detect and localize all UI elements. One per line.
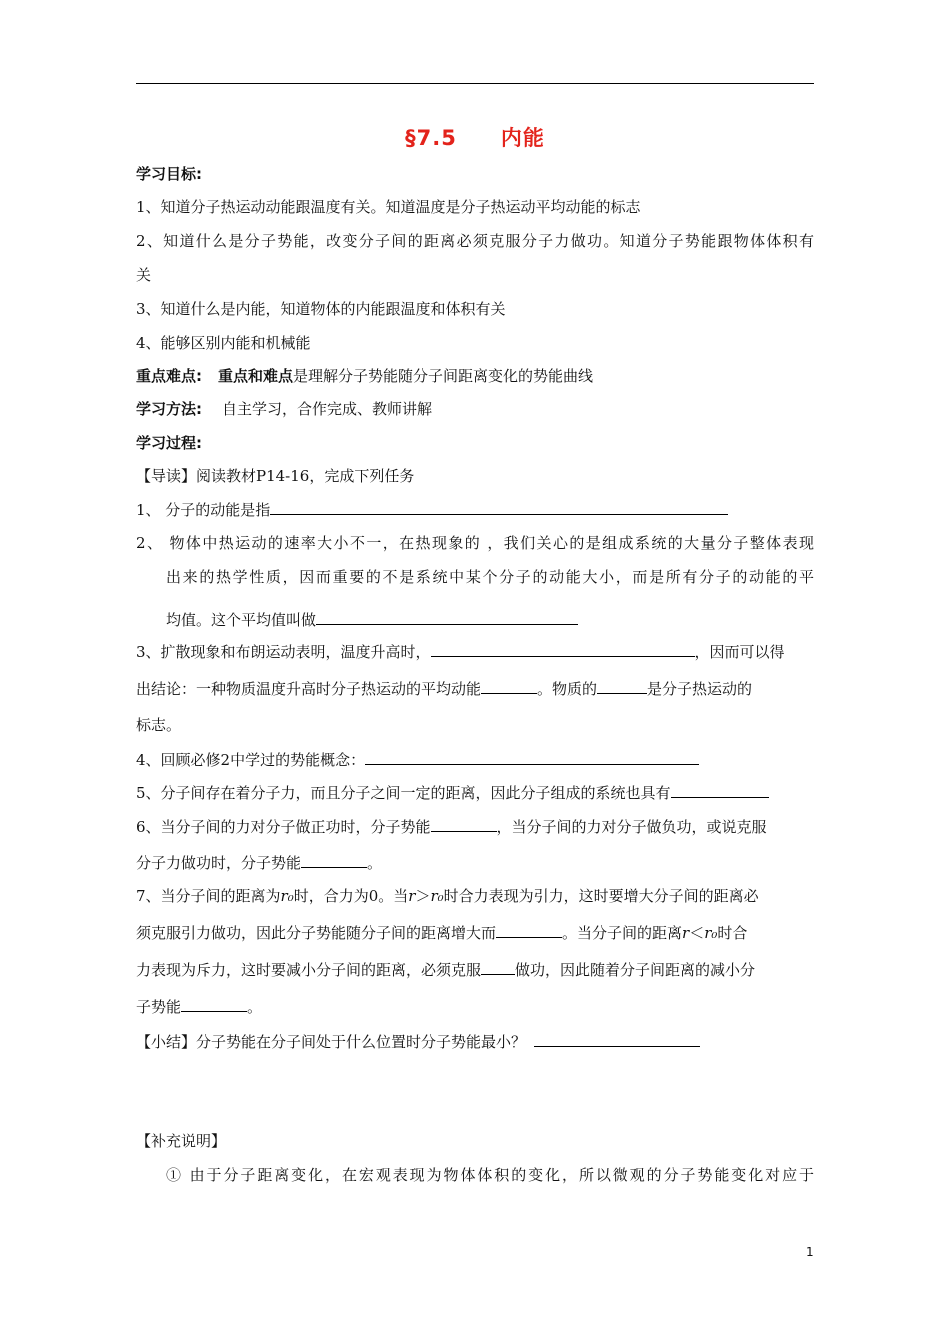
task-6-line-2 xyxy=(136,852,816,873)
greater-than-symbol: ＞ xyxy=(415,887,431,905)
task-2-text: 均值。这个平均值叫做 xyxy=(166,611,317,629)
task-7-text-c: 时合力表现为引力，这时要增大分子间的距离必 xyxy=(443,887,759,905)
task-6-line-1 xyxy=(136,816,816,837)
task-3-line-1 xyxy=(136,641,816,662)
objective-3: 3、知道什么是内能，知道物体的内能跟温度和体积有关 xyxy=(136,300,506,318)
answer-blank[interactable] xyxy=(270,499,728,515)
task-7-text-e: 。当分子间的距离 xyxy=(562,924,683,942)
task-7-text-i: 子势能 xyxy=(136,998,182,1016)
task-7-line-3 xyxy=(136,959,816,980)
method-text: 自主学习，合作完成、教师讲解 xyxy=(222,400,433,418)
task-6-text-a: 6、当分子间的力对分子做正功时，分子势能 xyxy=(136,818,431,836)
section-number: §7.5 xyxy=(405,126,457,150)
task-7-line-4 xyxy=(136,996,816,1017)
objective-4: 4、能够区别内能和机械能 xyxy=(136,334,311,352)
guide-line: 【导读】阅读教材P14-16，完成下列任务 xyxy=(136,467,415,485)
task-3-line-3: 标志。 xyxy=(136,716,182,734)
summary-text: 【小结】分子势能在分子间处于什么位置时分子势能最小？ xyxy=(136,1033,527,1051)
header-rule xyxy=(136,83,814,84)
task-3-text-c: 出结论：一种物质温度升高时分子热运动的平均动能 xyxy=(136,680,482,698)
answer-blank[interactable] xyxy=(597,678,647,694)
less-than-symbol: ＜ xyxy=(689,924,705,942)
task-3-text-e: 是分子热运动的 xyxy=(647,680,753,698)
r0-symbol: r₀ xyxy=(704,924,718,942)
answer-blank[interactable] xyxy=(365,749,699,765)
task-7-text-a: 7、当分子间的距离为 xyxy=(136,887,281,905)
answer-blank[interactable] xyxy=(181,996,247,1012)
task-4 xyxy=(136,749,816,770)
supplement-heading: 【补充说明】 xyxy=(136,1132,227,1150)
task-3-text-b: ，因而可以得 xyxy=(694,643,785,661)
task-6-text-d: 。 xyxy=(367,854,383,872)
section-name: 内能 xyxy=(500,126,545,150)
answer-blank[interactable] xyxy=(534,1031,700,1047)
method xyxy=(136,399,816,419)
objective-2-cont: 关 xyxy=(136,266,152,284)
task-7-text-g: 力表现为斥力，这时要减小分子间的距离，必须克服 xyxy=(136,961,482,979)
page-title xyxy=(0,122,950,152)
task-6-text-c: 分子力做功时，分子势能 xyxy=(136,854,302,872)
key-points-text: 是理解分子势能随分子间距离变化的势能曲线 xyxy=(293,367,594,385)
answer-blank[interactable] xyxy=(671,782,769,798)
task-2-line-2: 出来的热学性质，因而重要的不是系统中某个分子的动能大小，而是所有分子的动能的平 xyxy=(166,568,814,586)
task-7-text-b: 时，合力为0。当 xyxy=(293,887,409,905)
task-3-text-d: 。物质的 xyxy=(537,680,598,698)
summary xyxy=(136,1031,816,1052)
process-heading: 学习过程: xyxy=(136,434,202,452)
task-5 xyxy=(136,782,816,803)
objective-2: 2、知道什么是分子势能，改变分子间的距离必须克服分子力做功。知道分子势能跟物体体积有 xyxy=(136,232,814,250)
task-7-line-2 xyxy=(136,922,816,943)
task-2-line-3 xyxy=(166,609,814,630)
r0-symbol: r₀ xyxy=(280,887,294,905)
answer-blank[interactable] xyxy=(481,959,515,975)
task-3-text-a: 3、扩散现象和布朗运动表明，温度升高时， xyxy=(136,643,431,661)
task-7-text-j: 。 xyxy=(247,998,263,1016)
task-4-text: 4、回顾必修2中学过的势能概念： xyxy=(136,751,366,769)
key-points-bold: 重点和难点 xyxy=(218,367,294,385)
task-5-text: 5、分子间存在着分子力，而且分子之间一定的距离，因此分子组成的系统也具有 xyxy=(136,784,671,802)
task-7-text-h: 做功，因此随着分子间距离的减小分 xyxy=(515,961,756,979)
task-1 xyxy=(136,499,816,520)
answer-blank[interactable] xyxy=(301,852,367,868)
answer-blank[interactable] xyxy=(316,609,578,625)
answer-blank[interactable] xyxy=(431,816,497,832)
key-points-label: 重点难点: xyxy=(136,367,202,385)
answer-blank[interactable] xyxy=(431,641,695,657)
page-number: 1 xyxy=(806,1245,814,1259)
task-7-text-f: 时合 xyxy=(717,924,748,942)
task-7-line-1 xyxy=(136,886,816,906)
r-symbol: r xyxy=(408,887,416,905)
task-2-line-1: 2、 物体中热运动的速率大小不一，在热现象的 ，我们关心的是组成系统的大量分子整体表现 xyxy=(136,534,814,552)
objectives-heading: 学习目标: xyxy=(136,165,202,183)
answer-blank[interactable] xyxy=(496,922,562,938)
r-symbol: r xyxy=(682,924,690,942)
objective-1: 1、知道分子热运动动能跟温度有关。知道温度是分子热运动平均动能的标志 xyxy=(136,198,641,216)
task-6-text-b: ，当分子间的力对分子做负功，或说克服 xyxy=(496,818,767,836)
task-1-text: 1、 分子的动能是指 xyxy=(136,501,271,519)
r0-symbol: r₀ xyxy=(430,887,444,905)
method-label: 学习方法: xyxy=(136,400,202,418)
key-points xyxy=(136,366,816,386)
supplement-item-1: ① 由于分子距离变化，在宏观表现为物体体积的变化，所以微观的分子势能变化对应于 xyxy=(166,1166,814,1184)
answer-blank[interactable] xyxy=(481,678,537,694)
task-7-text-d: 须克服引力做功，因此分子势能随分子间的距离增大而 xyxy=(136,924,497,942)
task-3-line-2 xyxy=(136,678,816,699)
